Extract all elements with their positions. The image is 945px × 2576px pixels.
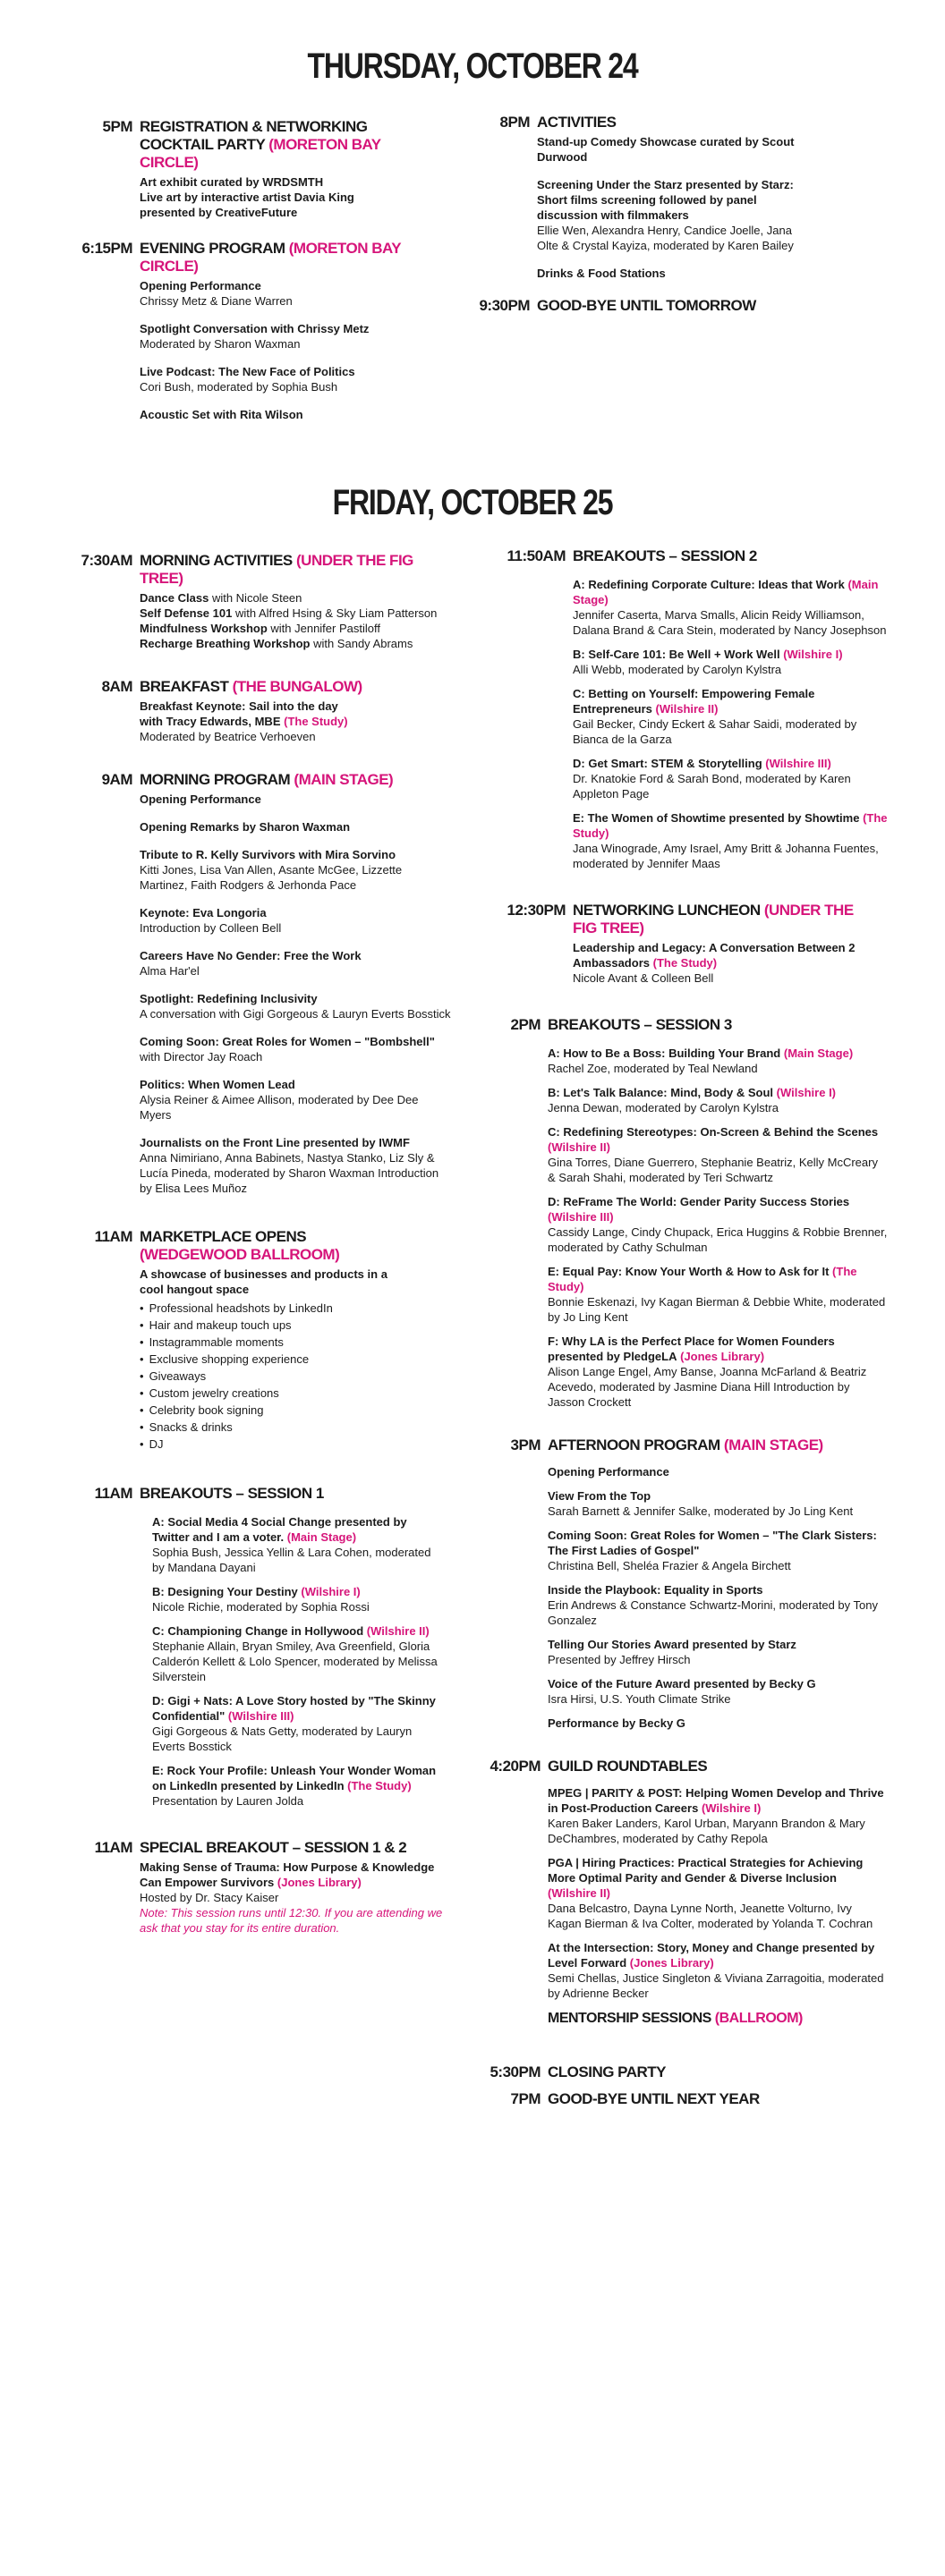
item-detail: Ellie Wen, Alexandra Henry, Candice Joelle, Jana Olte & Crystal Kayiza, moderated by Karen Bailey — [537, 224, 794, 252]
time-label: 7PM — [510, 2090, 541, 2107]
item-title: Making Sense of Trauma: How Purpose & Knowledge Can Empower Survivors (Jones Library) — [140, 1860, 435, 1889]
item-detail: Anna Nimiriano, Anna Babinets, Nastya Stanko, Liz Sly & Lucía Pineda, moderated by Sharon Waxman Introduction by Elisa Lees Muñoz — [140, 1151, 439, 1195]
breakout-title: D: Get Smart: STEM & Storytelling (Wilshire III) — [573, 757, 831, 770]
breakout-detail: Presentation by Lauren Jolda — [152, 1794, 304, 1808]
friday-left-column — [50, 552, 451, 1959]
time-label: 2PM — [510, 1016, 541, 1033]
breakout-title: B: Let's Talk Balance: Mind, Body & Soul (Wilshire I) — [548, 1086, 837, 1099]
time-label: 6:15PM — [81, 240, 132, 257]
breakout-detail: Rachel Zoe, moderated by Teal Newland — [548, 1062, 758, 1075]
item-detail: Hosted by Dr. Stacy Kaiser — [140, 1891, 279, 1904]
item-title: Leadership and Legacy: A Conversation Between 2 Ambassadors (The Study) — [573, 941, 856, 970]
list-item: • Celebrity book signing — [140, 1403, 264, 1417]
venue-label: (BALLROOM) — [714, 2011, 803, 2026]
schedule-block-goodbye-friday — [483, 2090, 904, 2108]
roundtable-detail: Karen Baker Landers, Karol Urban, Maryann Brandon & Mary DeChambres, moderated by Cathy Repola — [548, 1817, 865, 1845]
breakout-detail: Sophia Bush, Jessica Yellin & Lara Cohen, moderated by Mandana Dayani — [152, 1546, 431, 1574]
breakout-detail: Alli Webb, moderated by Carolyn Kylstra — [573, 663, 782, 676]
list-item: • Custom jewelry creations — [140, 1386, 279, 1400]
item-title: Stand-up Comedy Showcase curated by Scout Durwood — [537, 135, 795, 164]
venue-label: (UNDER THE FIG TREE) — [140, 552, 413, 587]
breakout-detail: Gail Becker, Cindy Eckert & Sahar Saidi, moderated by Bianca de la Garza — [573, 717, 857, 746]
activity-line: Mindfulness Workshop with Jennifer Pastiloff — [140, 622, 380, 635]
schedule-block-activities — [447, 114, 832, 281]
item-detail: Presented by Jeffrey Hirsch — [548, 1653, 691, 1666]
session-heading: REGISTRATION & NETWORKING COCKTAIL PARTY (MORETON BAY CIRCLE) — [140, 118, 381, 171]
item-detail: Alma Har'el — [140, 964, 200, 978]
session-note: Note: This session runs until 12:30. If you are attending we ask that you stay for its entire duration. — [140, 1906, 443, 1935]
item-title: Opening Remarks by Sharon Waxman — [140, 820, 351, 834]
schedule-block-breakfast — [50, 678, 444, 744]
thursday-left-column — [50, 118, 426, 445]
session-detail: Art exhibit curated by WRDSMTH — [140, 175, 324, 189]
thursday-right-column — [447, 114, 832, 338]
friday-title: FRIDAY, OCTOBER 25 — [332, 483, 613, 522]
venue-label: (THE BUNGALOW) — [232, 678, 362, 695]
time-label: 4:20PM — [490, 1758, 541, 1775]
session-heading: ACTIVITIES — [537, 114, 617, 131]
venue-label: (MAIN STAGE) — [723, 1436, 823, 1453]
item-title: Careers Have No Gender: Free the Work — [140, 949, 362, 962]
item-detail: Nicole Avant & Colleen Bell — [573, 971, 714, 985]
time-label: 3PM — [510, 1436, 541, 1453]
time-label: 9AM — [101, 771, 132, 788]
schedule-block-morning-activities — [50, 552, 444, 651]
session-detail: presented by CreativeFuture — [140, 206, 298, 219]
activity-line: Recharge Breathing Workshop with Sandy Abrams — [140, 637, 413, 650]
breakout-detail: Jenna Dewan, moderated by Carolyn Kylstra — [548, 1101, 779, 1114]
session-heading: AFTERNOON PROGRAM (MAIN STAGE) — [548, 1436, 823, 1453]
schedule-block-afternoon-program — [483, 1436, 904, 1731]
item-title: View From the Top — [548, 1489, 651, 1503]
list-item: • Exclusive shopping experience — [140, 1352, 310, 1366]
breakout-detail: Cassidy Lange, Cindy Chupack, Erica Huggins & Robbie Brenner, moderated by Cathy Schulman — [548, 1225, 888, 1254]
breakout-title: D: Gigi + Nats: A Love Story hosted by "The Skinny Confidential" (Wilshire III) — [152, 1694, 436, 1723]
item-detail: Christina Bell, Sheléa Frazier & Angela Birchett — [548, 1559, 791, 1572]
time-label: 8PM — [499, 114, 530, 131]
item-title: Coming Soon: Great Roles for Women – "Bombshell" — [140, 1035, 435, 1048]
breakout-title: A: Social Media 4 Social Change presented by Twitter and I am a voter. (Main Stage) — [152, 1515, 407, 1544]
item-title: Opening Performance — [548, 1465, 669, 1479]
item-title: Politics: When Women Lead — [140, 1078, 295, 1091]
schedule-block-goodbye-thursday — [447, 297, 832, 315]
venue-label: (MORETON BAY CIRCLE) — [140, 136, 381, 171]
marketplace-list — [140, 1300, 408, 1453]
schedule-block-guild-roundtables — [483, 1758, 904, 2028]
session-heading: BREAKOUTS – SESSION 1 — [140, 1485, 324, 1502]
mentorship-heading: MENTORSHIP SESSIONS (BALLROOM) — [548, 2011, 803, 2026]
roundtable-title: MPEG | PARITY & POST: Helping Women Develop and Thrive in Post-Production Careers (Wilshire I) — [548, 1786, 884, 1815]
breakout-detail: Alison Lange Engel, Amy Banse, Joanna McFarland & Beatriz Acevedo, moderated by Jasmine Diana Hill Introduction by Jasson Crockett — [548, 1365, 867, 1409]
time-label: 5:30PM — [490, 2063, 541, 2080]
time-label: 9:30PM — [479, 297, 530, 314]
schedule-block-breakouts-2 — [483, 547, 904, 871]
session-heading: GOOD-BYE UNTIL TOMORROW — [537, 297, 756, 314]
activity-line: Self Defense 101 with Alfred Hsing & Sky Liam Patterson — [140, 606, 438, 620]
time-label: 11AM — [94, 1485, 132, 1502]
item-detail: Isra Hirsi, U.S. Youth Climate Strike — [548, 1692, 731, 1706]
time-label: 11AM — [94, 1839, 132, 1856]
time-label: 7:30AM — [81, 552, 132, 569]
venue-label: (WEDGEWOOD BALLROOM) — [140, 1246, 340, 1263]
item-title: Breakfast Keynote: Sail into the day — [140, 699, 338, 713]
item-title: Journalists on the Front Line presented by IWMF — [140, 1136, 410, 1149]
breakout-title: D: ReFrame The World: Gender Parity Success Stories (Wilshire III) — [548, 1195, 850, 1224]
item-title: Live Podcast: The New Face of Politics — [140, 365, 355, 378]
session-heading: CLOSING PARTY — [548, 2063, 667, 2080]
friday-right-column — [483, 547, 904, 2131]
item-title: Spotlight: Redefining Inclusivity — [140, 992, 318, 1005]
item-title: Opening Performance — [140, 792, 261, 806]
session-heading: MORNING PROGRAM (MAIN STAGE) — [140, 771, 394, 788]
breakout-title: B: Self-Care 101: Be Well + Work Well (Wilshire I) — [573, 648, 843, 661]
roundtable-detail: Dana Belcastro, Dayna Lynne North, Jeanette Volturno, Ivy Kagan Bierman & Iva Colter, moderated by Yolanda T. Cochran — [548, 1902, 873, 1930]
session-heading: GOOD-BYE UNTIL NEXT YEAR — [548, 2090, 760, 2107]
session-heading: EVENING PROGRAM (MORETON BAY CIRCLE) — [140, 240, 401, 275]
schedule-block-special-breakout — [50, 1839, 444, 1936]
item-detail: with Director Jay Roach — [140, 1050, 263, 1063]
item-detail: Cori Bush, moderated by Sophia Bush — [140, 380, 338, 394]
session-heading: GUILD ROUNDTABLES — [548, 1758, 708, 1775]
venue-label: (UNDER THE FIG TREE) — [573, 902, 854, 936]
schedule-block-marketplace — [50, 1228, 444, 1453]
breakout-title: C: Redefining Stereotypes: On-Screen & Behind the Scenes (Wilshire II) — [548, 1125, 879, 1154]
item-detail: Sarah Barnett & Jennifer Salke, moderated by Jo Ling Kent — [548, 1504, 854, 1518]
item-detail: Moderated by Sharon Waxman — [140, 337, 301, 351]
list-item: • Hair and makeup touch ups — [140, 1318, 292, 1332]
item-detail: A conversation with Gigi Gorgeous & Lauryn Everts Bosstick — [140, 1007, 451, 1021]
breakout-title: F: Why LA is the Perfect Place for Women Founders presented by PledgeLA (Jones Library) — [548, 1335, 835, 1363]
breakout-title: E: Equal Pay: Know Your Worth & How to Ask for It (The Study) — [548, 1265, 857, 1293]
time-label: 8AM — [101, 678, 132, 695]
schedule-block-registration — [50, 118, 426, 219]
item-title: Screening Under the Starz presented by Starz: Short films screening followed by panel discussion with filmmakers — [537, 178, 794, 222]
breakout-title: A: How to Be a Boss: Building Your Brand (Main Stage) — [548, 1046, 854, 1060]
session-heading: SPECIAL BREAKOUT – SESSION 1 & 2 — [140, 1839, 407, 1856]
session-heading: BREAKOUTS – SESSION 3 — [548, 1016, 732, 1033]
item-title: Acoustic Set with Rita Wilson — [140, 408, 303, 421]
breakout-detail: Bonnie Eskenazi, Ivy Kagan Bierman & Debbie White, moderated by Jo Ling Kent — [548, 1295, 886, 1324]
schedule-block-breakouts-1 — [50, 1485, 444, 1809]
item-title: Spotlight Conversation with Chrissy Metz — [140, 322, 370, 335]
item-title: Drinks & Food Stations — [537, 267, 666, 280]
breakout-detail: Jana Winograde, Amy Israel, Amy Britt & Johanna Fuentes, moderated by Jennifer Maas — [573, 842, 879, 870]
breakout-title: E: Rock Your Profile: Unleash Your Wonder Woman on LinkedIn presented by LinkedIn (The Study) — [152, 1764, 437, 1792]
item-detail: Alysia Reiner & Aimee Allison, moderated by Dee Dee Myers — [140, 1093, 419, 1122]
item-title: Voice of the Future Award presented by Becky G — [548, 1677, 816, 1690]
breakout-title: E: The Women of Showtime presented by Showtime (The Study) — [573, 811, 888, 840]
session-heading: BREAKFAST (THE BUNGALOW) — [140, 678, 362, 695]
item-title: Performance by Becky G — [548, 1716, 685, 1730]
item-title: with Tracy Edwards, MBE (The Study) — [140, 715, 348, 728]
schedule-block-morning-program — [50, 771, 451, 1196]
list-item: • Giveaways — [140, 1369, 207, 1383]
item-detail: Erin Andrews & Constance Schwartz-Morini, moderated by Tony Gonzalez — [548, 1598, 878, 1627]
time-label: 11:50AM — [507, 547, 566, 564]
item-title: Keynote: Eva Longoria — [140, 906, 267, 919]
list-item: • Snacks & drinks — [140, 1420, 233, 1434]
breakout-detail: Jennifer Caserta, Marva Smalls, Alicin Reidy Williamson, Dalana Brand & Cara Stein, moderated by Nancy Josephson — [573, 608, 887, 637]
roundtable-title: At the Intersection: Story, Money and Change presented by Level Forward (Jones Library) — [548, 1941, 875, 1970]
item-detail: Introduction by Colleen Bell — [140, 921, 282, 935]
activity-line: Dance Class with Nicole Steen — [140, 591, 302, 605]
breakout-title: C: Betting on Yourself: Empowering Female Entrepreneurs (Wilshire II) — [573, 687, 815, 716]
item-title: Tribute to R. Kelly Survivors with Mira Sorvino — [140, 848, 396, 861]
breakout-detail: Stephanie Allain, Bryan Smiley, Ava Greenfield, Gloria Calderón Kellett & Lolo Spencer, moderated by Melissa Silverstein — [152, 1640, 438, 1683]
venue-label: (MAIN STAGE) — [294, 771, 394, 788]
breakout-detail: Nicole Richie, moderated by Sophia Rossi — [152, 1600, 370, 1614]
schedule-block-luncheon — [483, 902, 904, 986]
item-title: Inside the Playbook: Equality in Sports — [548, 1583, 763, 1597]
time-label: 5PM — [102, 118, 132, 135]
time-label: 12:30PM — [507, 902, 566, 919]
time-label: 11AM — [94, 1228, 132, 1245]
item-detail: Kitti Jones, Lisa Van Allen, Asante McGee, Lizzette Martinez, Faith Rodgers & Jerhonda Pace — [140, 863, 403, 892]
schedule-block-evening-program — [50, 240, 426, 422]
item-title: Telling Our Stories Award presented by Starz — [548, 1638, 796, 1651]
breakout-title: C: Championing Change in Hollywood (Wilshire II) — [152, 1624, 430, 1638]
session-heading: NETWORKING LUNCHEON (UNDER THE FIG TREE) — [573, 902, 854, 936]
breakout-title: A: Redefining Corporate Culture: Ideas that Work (Main Stage) — [573, 578, 879, 606]
item-detail: Moderated by Beatrice Verhoeven — [140, 730, 316, 743]
session-heading: BREAKOUTS – SESSION 2 — [573, 547, 757, 564]
list-item: • Professional headshots by LinkedIn — [140, 1301, 333, 1315]
schedule-block-breakouts-3 — [483, 1016, 904, 1410]
item-title: Opening Performance — [140, 279, 261, 292]
session-detail: Live art by interactive artist Davia King — [140, 191, 354, 204]
breakout-detail: Gigi Gorgeous & Nats Getty, moderated by Lauryn Everts Bosstick — [152, 1724, 413, 1753]
breakout-title: B: Designing Your Destiny (Wilshire I) — [152, 1585, 361, 1598]
schedule-block-closing-party — [483, 2063, 904, 2081]
roundtable-title: PGA | Hiring Practices: Practical Strategies for Achieving More Optimal Parity and Gender & Diverse Inclusion (Wilshire II) — [548, 1856, 864, 1900]
item-detail: Chrissy Metz & Diane Warren — [140, 294, 293, 308]
session-heading: MARKETPLACE OPENS (WEDGEWOOD BALLROOM) — [140, 1228, 340, 1263]
list-item: • DJ — [140, 1437, 164, 1451]
breakout-detail: Gina Torres, Diane Guerrero, Stephanie Beatriz, Kelly McCreary & Sarah Shahi, moderated by Teri Schwartz — [548, 1156, 878, 1184]
thursday-title: THURSDAY, OCTOBER 24 — [307, 47, 638, 86]
item-title: Coming Soon: Great Roles for Women – "The Clark Sisters: The First Ladies of Gospel" — [548, 1529, 877, 1557]
list-item: • Instagrammable moments — [140, 1335, 284, 1349]
roundtable-detail: Semi Chellas, Justice Singleton & Viviana Zarragoitia, moderated by Adrienne Becker — [548, 1971, 884, 2000]
session-heading: MORNING ACTIVITIES (UNDER THE FIG TREE) — [140, 552, 413, 587]
breakout-detail: Dr. Knatokie Ford & Sarah Bond, moderated by Karen Appleton Page — [573, 772, 851, 801]
item-title: A showcase of businesses and products in a cool hangout space — [140, 1267, 387, 1296]
venue-label: (MORETON BAY CIRCLE) — [140, 240, 401, 275]
